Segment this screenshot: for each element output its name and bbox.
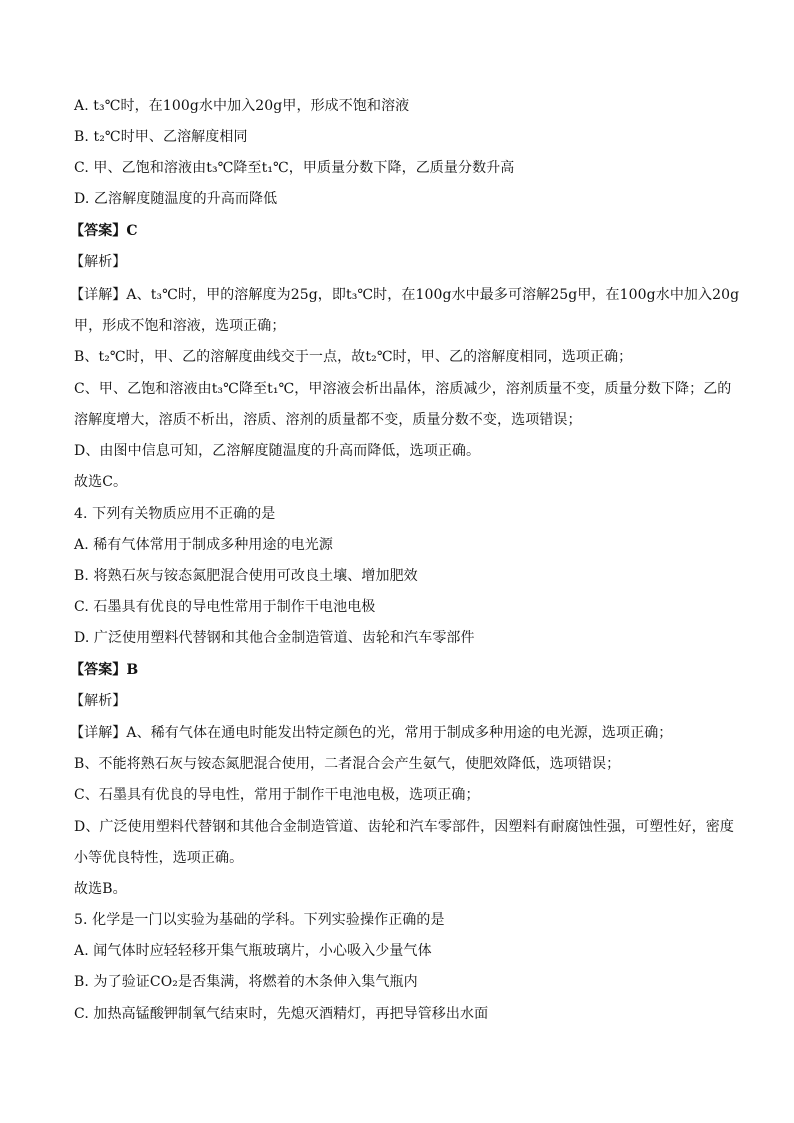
- explanation-3-line3: B、t₂℃时，甲、乙的溶解度曲线交于一点，故t₂℃时，甲、乙的溶解度相同，选项正确；: [74, 349, 633, 365]
- option-4c: C. 石墨具有优良的导电性常用于制作干电池电极: [74, 599, 376, 615]
- explanation-3-line2: 甲，形成不饱和溶液，选项正确；: [74, 318, 286, 334]
- option-5a: A. 闻气体时应轻轻移开集气瓶玻璃片，小心吸入少量气体: [74, 943, 432, 959]
- analysis-heading-3: 【解析】: [70, 254, 127, 270]
- option-5b: B. 为了验证CO₂是否集满，将燃着的木条伸入集气瓶内: [74, 974, 418, 990]
- analysis-heading-4: 【解析】: [70, 693, 127, 709]
- question-4: 4. 下列有关物质应用不正确的是: [74, 506, 276, 522]
- explanation-3-line5: 溶解度增大，溶质不析出，溶质、溶剂的质量都不变，质量分数不变，选项错误；: [74, 412, 582, 428]
- question-5: 5. 化学是一门以实验为基础的学科。下列实验操作正确的是: [74, 912, 445, 928]
- option-3c: C. 甲、乙饱和溶液由t₃℃降至t₁℃，甲质量分数下降，乙质量分数升高: [74, 160, 515, 176]
- explanation-4-line2: B、不能将熟石灰与铵态氮肥混合使用，二者混合会产生氨气，使肥效降低，选项错误；: [74, 756, 621, 772]
- answer-4: 【答案】B: [70, 662, 139, 678]
- option-5c: C. 加热高锰酸钾制氧气结束时，先熄灭酒精灯，再把导管移出水面: [74, 1006, 489, 1022]
- answer-3: 【答案】C: [70, 223, 138, 239]
- option-4d: D. 广泛使用塑料代替钢和其他合金制造管道、齿轮和汽车零部件: [74, 630, 475, 646]
- explanation-4-line3: C、石墨具有优良的导电性，常用于制作干电池电极，选项正确；: [74, 787, 480, 803]
- option-3d: D. 乙溶解度随温度的升高而降低: [74, 191, 278, 207]
- explanation-4-line5: 小等优良特性，选项正确。: [74, 850, 244, 866]
- option-4a: A. 稀有气体常用于制成多种用途的电光源: [74, 537, 334, 553]
- option-4b: B. 将熟石灰与铵态氮肥混合使用可改良土壤、增加肥效: [74, 568, 418, 584]
- explanation-4-line1: 【详解】A、稀有气体在通电时能发出特定颜色的光，常用于制成多种用途的电光源，选项正确；: [70, 725, 673, 741]
- explanation-3-line1: 【详解】A、t₃℃时，甲的溶解度为25g，即t₃℃时，在100g水中最多可溶解25g甲，在100g水中加入20g: [70, 287, 740, 303]
- conclusion-4: 故选B。: [74, 881, 127, 897]
- conclusion-3: 故选C。: [74, 474, 128, 490]
- explanation-3-line6: D、由图中信息可知，乙溶解度随温度的升高而降低，选项正确。: [74, 443, 481, 459]
- explanation-3-line4: C、甲、乙饱和溶液由t₃℃降至t₁℃，甲溶液会析出晶体，溶质减少，溶剂质量不变，质量分数下降；乙的: [74, 381, 732, 397]
- option-3b: B. t₂℃时甲、乙溶解度相同: [74, 129, 248, 145]
- option-3a: A. t₃℃时，在100g水中加入20g甲，形成不饱和溶液: [74, 98, 410, 114]
- explanation-4-line4: D、广泛使用塑料代替钢和其他合金制造管道、齿轮和汽车零部件，因塑料有耐腐蚀性强，可塑性好，密度: [74, 819, 734, 835]
